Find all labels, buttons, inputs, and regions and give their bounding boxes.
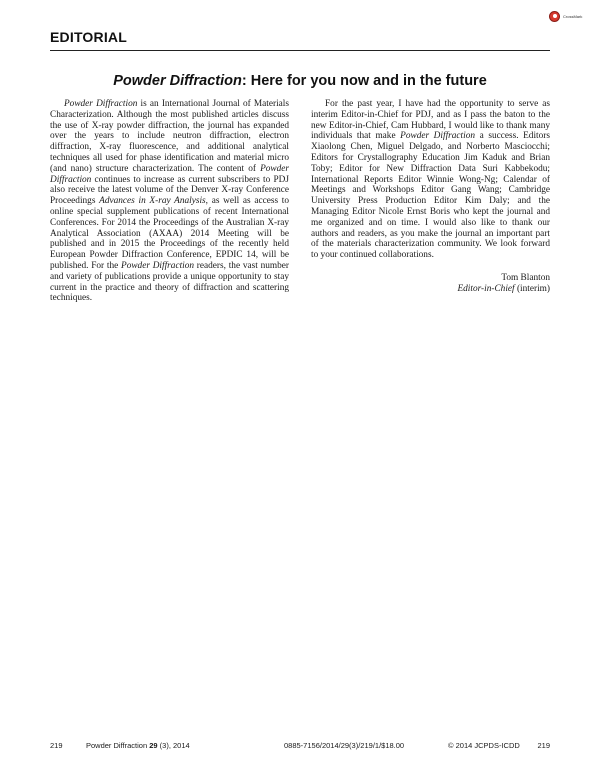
footer-page-right: 219 <box>537 741 550 750</box>
signature-role <box>311 284 550 295</box>
signature-role-title: Editor-in-Chief <box>457 283 515 294</box>
journal-name: Powder Diffraction <box>64 99 138 109</box>
body-text: , as well as access to online special supplement publications of recent International Conferences. For 2014 the Proceedings of the Australian X-ray Analytical Association (AXAA) 2014 Meeting will be published and in 2015 the Proceedings of the recently held European Powder Diffraction Conference, EPDIC 14, will be published. For the <box>50 196 289 271</box>
journal-name: Powder Diffraction <box>400 131 476 142</box>
left-paragraph <box>50 99 289 304</box>
body-text: is an International Journal of Materials Characterization. Although the most published articles discuss the use of X-ray powder diffraction, the journal has expanded over the years to include neutron diffraction, electron diffraction, X-ray fluorescence, and additional analytical techniques all used for phase identification and material micro (and nano) structure characterization. The content of <box>50 99 289 174</box>
proceedings-title: Advances in X-ray Analysis <box>99 196 206 207</box>
footer-journal-citation <box>86 741 190 750</box>
journal-name: Powder Diffraction <box>121 260 195 271</box>
crossmark-badge[interactable] <box>549 9 582 23</box>
title-journal-name: Powder Diffraction <box>113 73 242 89</box>
title-rest: : Here for you now and in the future <box>241 73 487 89</box>
body-text: For the past year, I have had the opportunity to serve as interim Editor-in-Chief for PDJ, and as I pass the baton to the new Editor-in-Chief, Cam Hubbard, I would like to thank many individuals that make <box>311 99 550 142</box>
body-text: a success. Editors Xiaolong Chen, Miguel Delgado, and Norberto Masciocchi; Editors for Crystallography Education Jim Kaduk and Brian Toby; Editor for New Diffraction Data Suri Kabbekodu; International Reports Editor Winnie Wong-Ng; Calendar of Meetings and Workshops Editor Gang Wang; Cambridge University Press Production Editor Kim Daly; and the Managing Editor Nicole Ernst Boris who kept the journal and me organized and on time. I would also like to thank our authors and readers, as you make the journal an important part of the materials characterization community. We look forward to your continued collaborations. <box>311 131 550 261</box>
signature-name: Tom Blanton <box>501 272 550 283</box>
right-column <box>311 99 550 295</box>
signature-role-suffix: (interim) <box>514 283 550 294</box>
signature <box>311 273 550 295</box>
page-footer <box>50 741 550 753</box>
section-label: EDITORIAL <box>50 29 127 45</box>
footer-volume: 29 <box>149 741 158 750</box>
footer-issn: 0885-7156/2014/29(3)/219/1/$18.00 <box>284 741 405 750</box>
body-text: readers, the vast number and variety of publications provide a unique opportunity to stay current in the practice and theory of diffraction and scattering techniques. <box>50 260 289 304</box>
crossmark-icon <box>549 11 560 22</box>
article-title <box>50 73 550 89</box>
crossmark-label: CrossMark <box>563 13 583 19</box>
journal-name: Powder Diffraction <box>50 163 289 185</box>
header-rule <box>50 50 550 51</box>
footer-page-left: 219 <box>50 741 63 750</box>
body-text: continues to increase as current subscribers to PDJ also receive the latest volume of the Denver X-ray Conference Proceedings <box>50 174 289 207</box>
footer-journal: Powder Diffraction <box>86 741 148 750</box>
footer-issue-year: (3), 2014 <box>157 741 190 750</box>
right-paragraph <box>311 99 550 261</box>
footer-copyright: © 2014 JCPDS-ICDD <box>448 741 520 750</box>
left-column <box>50 99 289 304</box>
